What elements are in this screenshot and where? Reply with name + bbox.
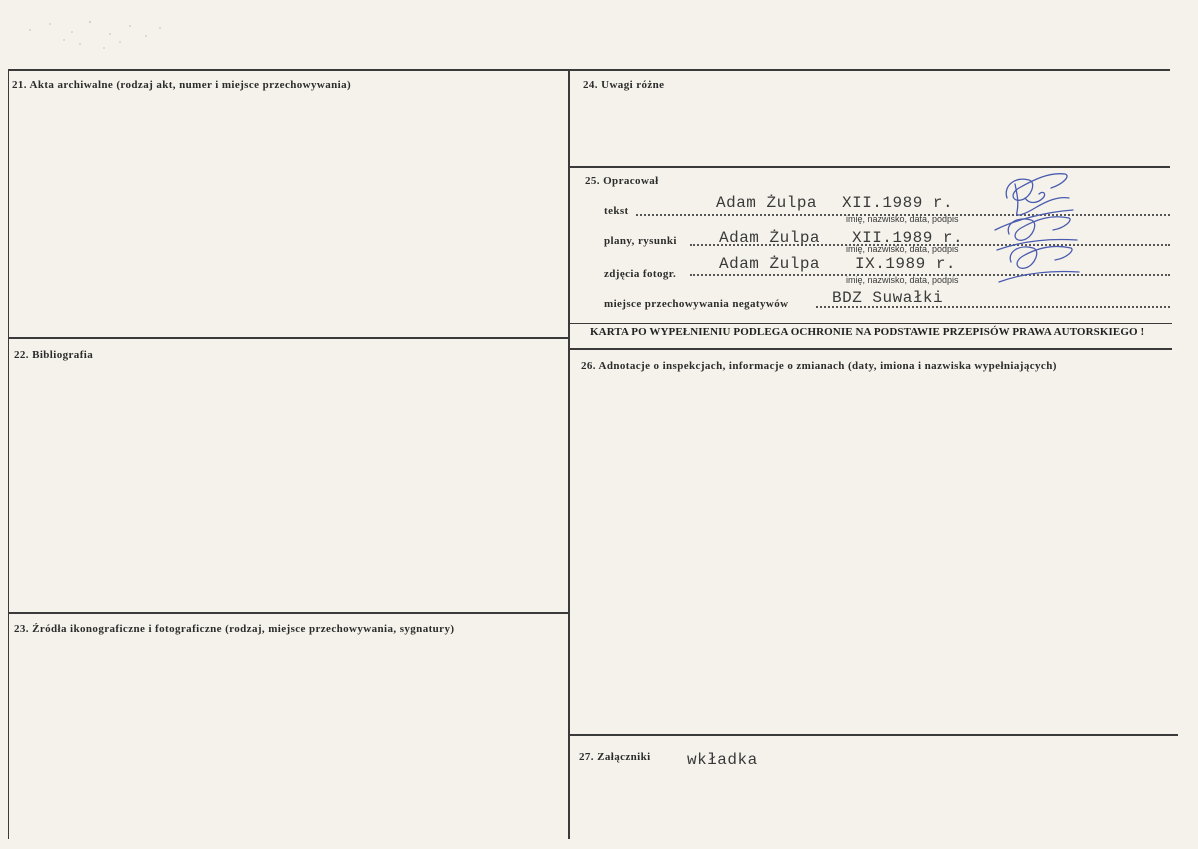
- prepared-name: Adam Żulpa: [716, 194, 818, 212]
- prepared-name: Adam Żulpa: [719, 255, 821, 273]
- prepared-hint: imię, nazwisko, data, podpis: [846, 275, 959, 285]
- section-25-label: 25. Opracował: [585, 175, 659, 187]
- prepared-row-label: plany, rysunki: [604, 235, 677, 247]
- rule-25-notice: [570, 323, 1172, 324]
- section-26-label: 26. Adnotacje o inspekcjach, informacje o zmianach (daty, imiona i nazwiska wypełniających): [581, 360, 1057, 372]
- prepared-row-label: tekst: [604, 205, 629, 217]
- attachments-value: wkładka: [687, 751, 758, 769]
- signature-scribble: [985, 158, 1085, 288]
- prepared-name: Adam Żulpa: [719, 229, 821, 247]
- prepared-hint: imię, nazwisko, data, podpis: [846, 214, 959, 224]
- top-rule: [8, 69, 1170, 71]
- section-21-label: 21. Akta archiwalne (rodzaj akt, numer i miejsce przechowywania): [12, 79, 352, 91]
- paper-speckle: [20, 10, 180, 60]
- center-divider: [568, 69, 570, 839]
- prepared-hint: imię, nazwisko, data, podpis: [846, 244, 959, 254]
- section-23-label: 23. Źródła ikonograficzne i fotograficzne (rodzaj, miejsce przechowywania, sygnatury): [14, 623, 455, 635]
- prepared-date: XII.1989 r.: [852, 229, 964, 247]
- section-27-label: 27. Załączniki: [579, 751, 651, 763]
- negatives-label: miejsce przechowywania negatywów: [604, 298, 789, 310]
- copyright-notice: KARTA PO WYPEŁNIENIU PODLEGA OCHRONIE NA PODSTAWIE PRZEPISÓW PRAWA AUTORSKIEGO !: [590, 326, 1145, 338]
- section-24-label: 24. Uwagi różne: [583, 79, 665, 91]
- rule-26-27: [570, 734, 1178, 736]
- rule-25-26: [570, 348, 1172, 350]
- prepared-date: XII.1989 r.: [842, 194, 954, 212]
- rule-21-22: [8, 337, 570, 339]
- left-border: [8, 69, 9, 839]
- prepared-row-label: zdjęcia fotogr.: [604, 268, 677, 280]
- rule-22-23: [8, 612, 570, 614]
- prepared-date: IX.1989 r.: [855, 255, 957, 273]
- section-22-label: 22. Bibliografia: [14, 349, 94, 361]
- negatives-value: BDZ Suwałki: [832, 289, 944, 307]
